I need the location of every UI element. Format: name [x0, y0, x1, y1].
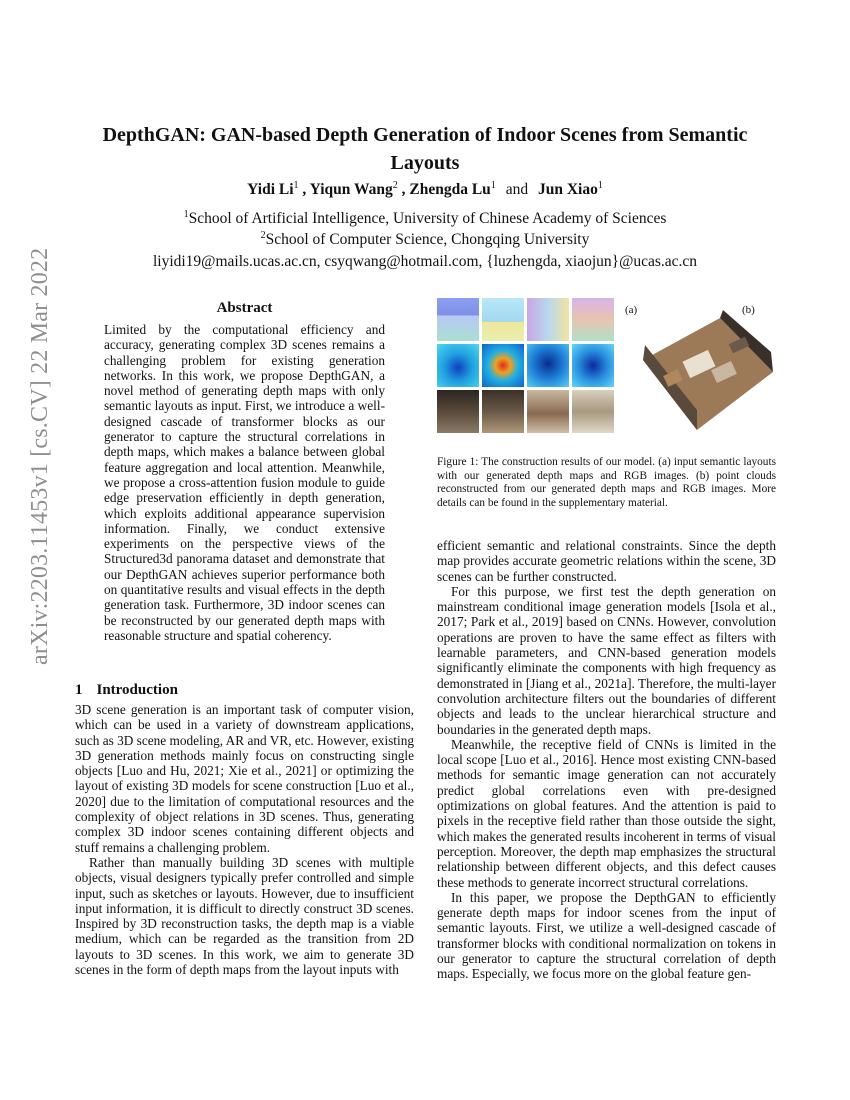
affiliation-2: [60, 230, 790, 249]
rgb-image: [572, 390, 614, 433]
intro-left-column: [75, 702, 414, 977]
intro-paragraph-2: Rather than manually building 3D scenes with multiple objects, visual designers typically prefer controlled and simple input, such as sketches or layouts. However, due to insufficient input information, it is difficult to directly construct 3D scenes. Inspired by 3D reconstruction tasks, the depth map is a viable medium, which can be regarded as the transition from 2D layouts to 3D scenes. In this work, we aim to generate 3D scenes in the form of depth maps from the layout inputs with: [75, 854, 414, 978]
author-name: Yidi Li: [247, 181, 294, 199]
section-number: 1: [75, 682, 83, 698]
figure-1: [437, 298, 776, 446]
right-paragraph-4: In this paper, we propose the DepthGAN to efficiently generate depth maps for indoor scenes from the input of semantic layouts. First, we utilize a well-designed cascade of transformer blocks with conditional normalization on tokens in our generator to capture the structural correlation of depth maps. Especially, we focus more on the global feature gen-: [437, 889, 776, 982]
author-name: Jun Xiao: [537, 181, 598, 199]
layout-image: [437, 298, 479, 341]
abstract-body: Limited by the computational efficiency and accuracy, generating complex 3D scenes remains a challenging problem for existing generation networks. In this work, we propose DepthGAN, a novel method of generating depth maps with only semantic layouts as input. First, we introduce a well-designed cascade of transformer blocks as our generator to capture the structural correlations in depth maps, which makes a balance between global feature aggregation and local attention. Meanwhile, we propose a cross-attention fusion module to guide edge preservation efficiently in depth generation, which exploits additional appearance supervision information. Finally, we conduct extensive experiments on the perspective views of the Structured3d panorama dataset and demonstrate that our DepthGAN achieves superior performance both on quantitative results and visual effects in the depth generation task. Furthermore, 3D indoor scenes can be reconstructed by our generated depth maps with reasonable structure and spatial coherency.: [104, 322, 385, 643]
author-sup: 1: [597, 180, 603, 191]
layout-image: [527, 298, 569, 341]
arxiv-stamp-text: arXiv:2203.11453v1 [cs.CV] 22 Mar 2022: [27, 247, 53, 665]
author-sup: 1: [490, 180, 496, 191]
affiliation-2-text: School of Computer Science, Chongqing University: [265, 231, 590, 249]
affiliation-1-sup: 1: [183, 209, 189, 220]
title-line-1: DepthGAN: GAN-based Depth Generation of Indoor Scenes from Semantic: [102, 124, 748, 146]
author-name: Yiqun Wang: [309, 181, 393, 199]
right-column: [437, 538, 776, 982]
figure-label-a: (a): [625, 304, 638, 316]
and-word: and: [505, 181, 529, 199]
rgb-image: [437, 390, 479, 433]
author-list: Yidi Li$^1$ , Yiqun Wang$^2$ , Zhengda Lu$^1$ and Jun Xiao$^1$: [247, 180, 603, 199]
affiliation-1-text: School of Artificial Intelligence, University of Chinese Academy of Sciences: [188, 210, 667, 228]
abstract-heading: Abstract: [216, 300, 273, 316]
paper-title: [90, 121, 760, 177]
figure-1-caption: Figure 1: The construction results of our model. (a) input semantic layouts with our generated depth maps and RGB images. (b) point clouds reconstructed from our generated depth maps and RGB images. More details can be found in the supplementary material.: [437, 456, 776, 509]
right-paragraph-2: For this purpose, we first test the depth generation on mainstream conditional image generation models [Isola et al., 2017; Park et al., 2019] based on CNNs. However, convolution operations are proven to have the same effect as filters with learnable parameters, and CNN-based generation models significantly eliminate the components with high frequency as demonstrated in [Jiang et al., 2021a]. Therefore, the multi-layer convolution architecture filters out the boundaries of different objects and leads to the unclear hierarchical structure and boundaries in the generated depth maps.: [437, 583, 776, 737]
section-title: Introduction: [96, 682, 178, 698]
point-cloud-render: [635, 310, 775, 435]
author-name: Zhengda Lu: [409, 181, 491, 199]
depth-image: [527, 344, 569, 387]
section-heading-introduction: [75, 682, 178, 699]
depth-image: [437, 344, 479, 387]
author-sup: 2: [392, 180, 398, 191]
intro-paragraph-1: 3D scene generation is an important task of computer vision, which can be used in a variety of downstream applications, such as 3D scene modeling, AR and VR, etc. However, existing 3D generation methods mainly focus on constructing single objects [Luo and Hu, 2021; Xie et al., 2021] or optimizing the layout of existing 3D models for scene construction [Luo et al., 2020] due to the limitation of computational resources and the complexity of object relations in 3D scenes. Thus, generating complex 3D indoor scenes containing different objects and stuff remains a challenging problem.: [75, 702, 414, 855]
right-paragraph-3: Meanwhile, the receptive field of CNNs is limited in the local scope [Luo et al., 2016]. Hence most existing CNN-based methods for semantic image generation can not accurately predict global correlations even with pre-designed optimizations on global features. And the attention is paid to pixels in the receptive field rather than those outside the sight, which makes the generated results incoherent in terms of visual perception. Moreover, the depth map emphasizes the structural relationship between different objects, and this defect causes these methods to generate incorrect structural correlations.: [437, 736, 776, 890]
depth-image: [482, 344, 524, 387]
right-paragraph-1: efficient semantic and relational constraints. Since the depth map provides accurate geometric relations within the scene, 3D scenes can be further constructed.: [437, 538, 776, 584]
layout-image: [572, 298, 614, 341]
figure-label-b: (b): [742, 304, 755, 316]
author-emails: liyidi19@mails.ucas.ac.cn, csyqwang@hotmail.com, {luzhengda, xiaojun}@ucas.ac.cn: [152, 253, 698, 270]
author-sup: 1: [293, 180, 299, 191]
affiliation-2-sup: 2: [260, 230, 266, 241]
affiliation-1: [60, 209, 790, 228]
depth-image: [572, 344, 614, 387]
rgb-image: [482, 390, 524, 433]
title-line-2: Layouts: [390, 152, 460, 174]
layout-image: [482, 298, 524, 341]
rgb-image: [527, 390, 569, 433]
figure-1a-image-grid: [437, 298, 617, 435]
